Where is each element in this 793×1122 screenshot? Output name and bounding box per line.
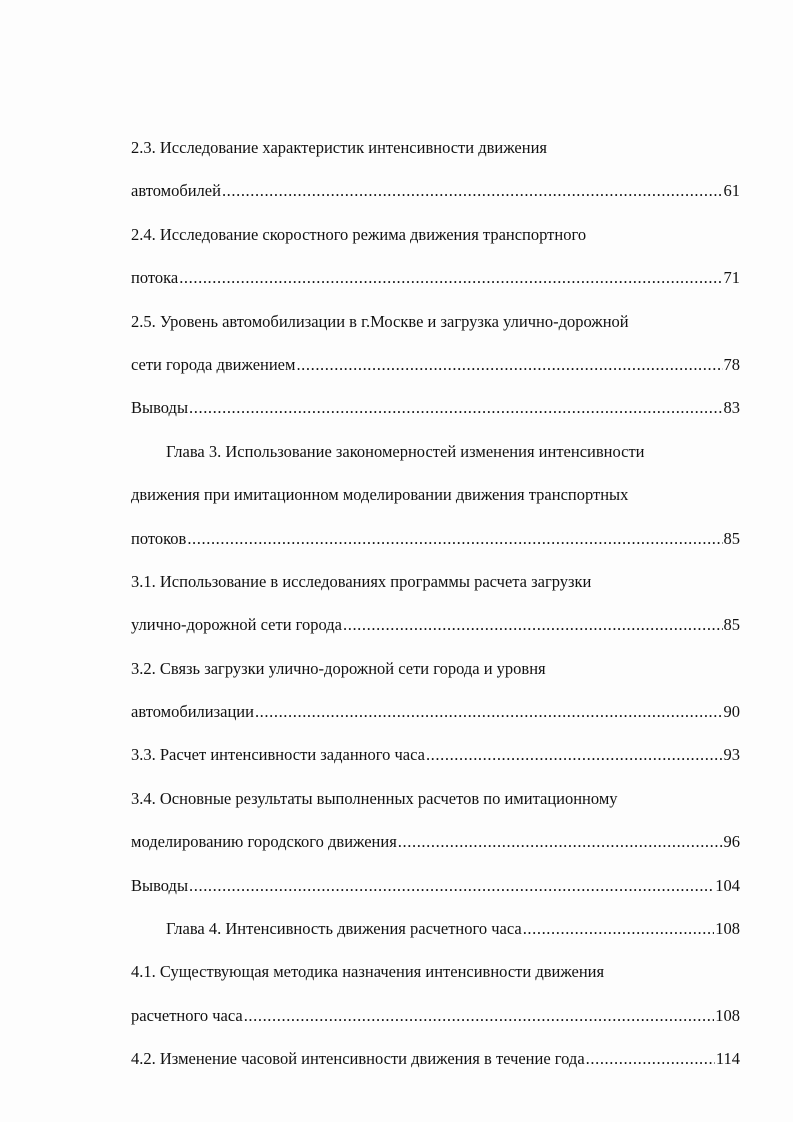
toc-entry-text: автомобилизации	[131, 702, 254, 722]
toc-entry-text: 2.5. Уровень автомобилизации в г.Москве и загрузка улично-дорожной	[131, 311, 629, 331]
toc-line	[131, 473, 740, 516]
toc-entry-text: сети города движением	[131, 354, 296, 374]
toc-page-number: 78	[723, 354, 740, 374]
toc-line	[131, 994, 740, 1037]
toc-entry-text: улично-дорожной сети города	[131, 615, 342, 635]
toc-page-number: 83	[723, 398, 740, 418]
toc-entry-text: 3.4. Основные результаты выполненных расчетов по имитационному	[131, 788, 618, 808]
toc-entry-text: Выводы	[131, 398, 189, 418]
toc-page-number: 71	[723, 268, 740, 288]
dot-leader	[296, 343, 722, 386]
toc-page-number: 93	[723, 745, 740, 765]
toc-entry-text: моделированию городского движения	[131, 832, 397, 852]
toc-line	[131, 430, 740, 473]
dot-leader	[398, 820, 723, 863]
toc-page-number: 104	[715, 875, 740, 895]
toc-line	[131, 300, 740, 343]
toc-page-number: 114	[715, 1049, 740, 1069]
dot-leader	[255, 690, 723, 733]
dot-leader	[586, 1037, 715, 1080]
toc-entry-text: 3.1. Использование в исследованиях программы расчета загрузки	[131, 571, 592, 591]
dot-leader	[222, 169, 723, 212]
dot-leader	[523, 907, 715, 950]
toc-entry-text: 2.3. Исследование характеристик интенсивности движения	[131, 138, 547, 157]
toc-line	[131, 907, 740, 950]
toc-entry-text: 3.3. Расчет интенсивности заданного часа	[131, 745, 425, 765]
toc-page-number: 108	[715, 1005, 740, 1025]
toc-page-number: 108	[715, 919, 740, 939]
toc-line	[131, 820, 740, 863]
dot-leader	[187, 517, 722, 560]
dot-leader	[189, 864, 714, 907]
toc-page-number: 85	[723, 528, 740, 548]
toc-entry-text: 3.2. Связь загрузки улично-дорожной сети города и уровня	[131, 658, 546, 678]
toc-line	[131, 169, 740, 212]
toc-entry-text: расчетного часа	[131, 1005, 243, 1025]
toc-line	[131, 213, 740, 256]
toc-chapter-title: Глава 4. Интенсивность движения расчетного часа	[166, 919, 522, 939]
dot-leader	[179, 256, 722, 299]
toc-line	[131, 517, 740, 560]
toc-line	[131, 343, 740, 386]
dot-leader	[244, 994, 715, 1037]
toc-line	[131, 126, 740, 169]
toc-line	[131, 256, 740, 299]
toc-entry-text: автомобилей	[131, 181, 221, 201]
toc-entry-text: 2.4. Исследование скоростного режима движения транспортного	[131, 224, 587, 244]
toc-entry-text: 4.2. Изменение часовой интенсивности движения в течение года	[131, 1049, 585, 1069]
toc-line	[131, 603, 740, 646]
toc-line	[131, 560, 740, 603]
toc-page-number: 61	[723, 181, 740, 201]
toc-line	[131, 647, 740, 690]
toc-chapter-title: Глава 3. Использование закономерностей изменения интенсивности	[166, 441, 645, 461]
toc-page-number: 85	[723, 615, 740, 635]
toc-line	[131, 733, 740, 776]
toc-page-number: 96	[723, 832, 740, 852]
toc-line	[131, 777, 740, 820]
toc-line	[131, 386, 740, 429]
dot-leader	[189, 386, 722, 429]
table-of-contents	[131, 126, 740, 1081]
toc-entry-text: потоков	[131, 528, 187, 548]
toc-page-number: 90	[723, 702, 740, 722]
toc-line	[131, 950, 740, 993]
dot-leader	[426, 733, 723, 776]
dot-leader	[343, 603, 723, 646]
toc-line	[131, 1037, 740, 1080]
toc-line	[131, 864, 740, 907]
toc-entry-text: движения при имитационном моделировании движения транспортных	[131, 485, 629, 505]
toc-entry-text: Выводы	[131, 875, 189, 895]
toc-line	[131, 690, 740, 733]
toc-entry-text: 4.1. Существующая методика назначения интенсивности движения	[131, 962, 605, 982]
toc-entry-text: потока	[131, 268, 179, 288]
